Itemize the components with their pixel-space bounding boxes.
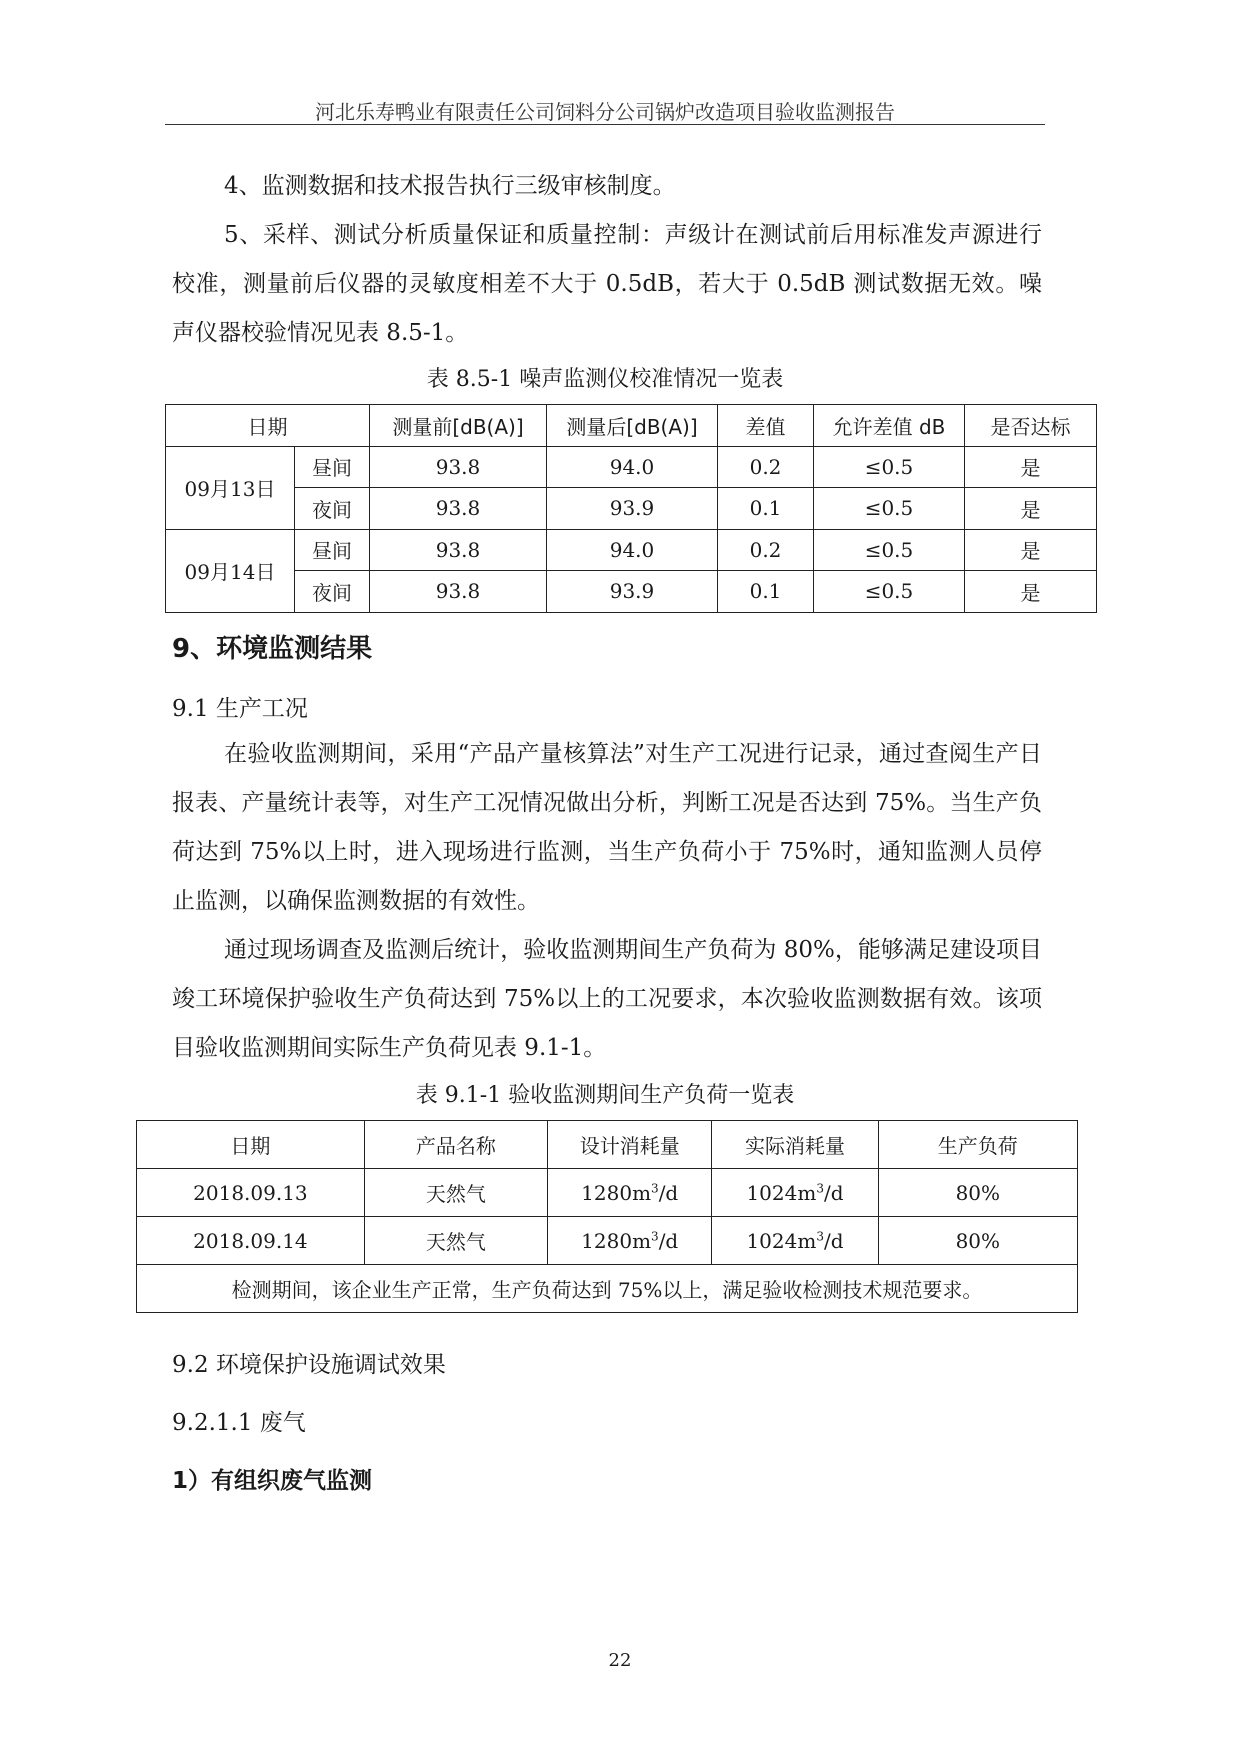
header-diff: 差值 xyxy=(718,405,814,447)
section-9-2-heading: 9.2 环境保护设施调试效果 xyxy=(172,1352,446,1378)
cell-diff: 0.1 xyxy=(718,571,814,613)
cell-actual: $1024m^3/d$ xyxy=(712,1217,878,1265)
cell-design: $1280m^3/d$ xyxy=(548,1169,712,1217)
cell-product: 天然气 xyxy=(364,1169,547,1217)
table-header-row xyxy=(166,405,1097,447)
table-note: 检测期间，该企业生产正常，生产负荷达到 75%以上，满足验收检测技术规范要求。 xyxy=(137,1265,1078,1313)
header-design: 设计消耗量 xyxy=(548,1121,712,1169)
cell-after: 93.9 xyxy=(547,571,718,613)
cell-ok: 是 xyxy=(965,446,1097,488)
cell-diff: 0.1 xyxy=(718,488,814,530)
cell-before: 93.8 xyxy=(370,529,547,571)
header-load: 生产负荷 xyxy=(878,1121,1077,1169)
cell-ok: 是 xyxy=(965,529,1097,571)
page-number: 22 xyxy=(608,1650,632,1671)
cell-period: 昼间 xyxy=(295,446,370,488)
cell-date: 09月13日 xyxy=(166,446,295,529)
page-header: 河北乐寿鸭业有限责任公司饲料分公司锅炉改造项目验收监测报告 xyxy=(315,100,895,124)
cell-load: 80% xyxy=(878,1217,1077,1265)
cell-product: 天然气 xyxy=(364,1217,547,1265)
header-ok: 是否达标 xyxy=(965,405,1097,447)
header-allow: 允许差值 dB xyxy=(814,405,965,447)
cell-ok: 是 xyxy=(965,571,1097,613)
header-rule xyxy=(165,124,1045,125)
paragraph-production: 在验收监测期间，采用“产品产量核算法”对生产工况进行记录，通过查阅生产日报表、产量统计表等，对生产工况情况做出分析，判断工况是否达到 75%。当生产负荷达到 75%以上时，进入现场进行监测，当生产负荷小于 75%时，通知监测人员停止监测，以确保监测数据的有效性。 xyxy=(172,741,1042,914)
cell-allow: ≤0.5 xyxy=(814,571,965,613)
table-note-row xyxy=(137,1265,1078,1313)
section-9-heading: 9、环境监测结果 xyxy=(172,634,373,664)
cell-period: 夜间 xyxy=(295,571,370,613)
header-actual: 实际消耗量 xyxy=(712,1121,878,1169)
cell-after: 94.0 xyxy=(547,529,718,571)
calibration-table xyxy=(165,404,1097,613)
cell-before: 93.8 xyxy=(370,488,547,530)
cell-date: 2018.09.14 xyxy=(137,1217,365,1265)
header-date: 日期 xyxy=(166,405,370,447)
cell-allow: ≤0.5 xyxy=(814,446,965,488)
paragraph-5: 5、采样、测试分析质量保证和质量控制：声级计在测试前后用标准发声源进行校准，测量前后仪器的灵敏度相差不大于 0.5dB，若大于 0.5dB 测试数据无效。噪声仪器校验情况见表 8.5-1。 xyxy=(172,222,1042,346)
table-row xyxy=(137,1217,1078,1265)
section-9-1-heading: 9.1 生产工况 xyxy=(172,696,308,722)
cell-after: 94.0 xyxy=(547,446,718,488)
cell-allow: ≤0.5 xyxy=(814,488,965,530)
table-row xyxy=(166,529,1097,571)
header-product: 产品名称 xyxy=(364,1121,547,1169)
paragraph-load: 通过现场调查及监测后统计，验收监测期间生产负荷为 80%，能够满足建设项目竣工环境保护验收生产负荷达到 75%以上的工况要求，本次验收监测数据有效。该项目验收监测期间实际生产负荷见表 9.1-1。 xyxy=(172,937,1042,1061)
subsection-organized-emission: 1）有组织废气监测 xyxy=(172,1468,373,1494)
paragraph-4: 4、监测数据和技术报告执行三级审核制度。 xyxy=(224,173,676,199)
cell-before: 93.8 xyxy=(370,571,547,613)
table-row xyxy=(166,571,1097,613)
cell-allow: ≤0.5 xyxy=(814,529,965,571)
header-before: 测量前[dB(A)] xyxy=(370,405,547,447)
cell-date: 09月14日 xyxy=(166,529,295,612)
header-date: 日期 xyxy=(137,1121,365,1169)
table-9-1-1-caption: 表 9.1-1 验收监测期间生产负荷一览表 xyxy=(415,1083,795,1108)
table-row xyxy=(137,1169,1078,1217)
cell-after: 93.9 xyxy=(547,488,718,530)
section-9-2-1-1-heading: 9.2.1.1 废气 xyxy=(172,1410,306,1436)
cell-before: 93.8 xyxy=(370,446,547,488)
cell-period: 夜间 xyxy=(295,488,370,530)
cell-design: $1280m^3/d$ xyxy=(548,1217,712,1265)
cell-period: 昼间 xyxy=(295,529,370,571)
cell-diff: 0.2 xyxy=(718,446,814,488)
header-after: 测量后[dB(A)] xyxy=(547,405,718,447)
table-row xyxy=(166,488,1097,530)
production-load-table xyxy=(136,1120,1078,1313)
cell-ok: 是 xyxy=(965,488,1097,530)
table-8-5-1-caption: 表 8.5-1 噪声监测仪校准情况一览表 xyxy=(426,367,784,392)
table-header-row xyxy=(137,1121,1078,1169)
cell-actual: $1024m^3/d$ xyxy=(712,1169,878,1217)
cell-load: 80% xyxy=(878,1169,1077,1217)
cell-date: 2018.09.13 xyxy=(137,1169,365,1217)
cell-diff: 0.2 xyxy=(718,529,814,571)
table-row xyxy=(166,446,1097,488)
